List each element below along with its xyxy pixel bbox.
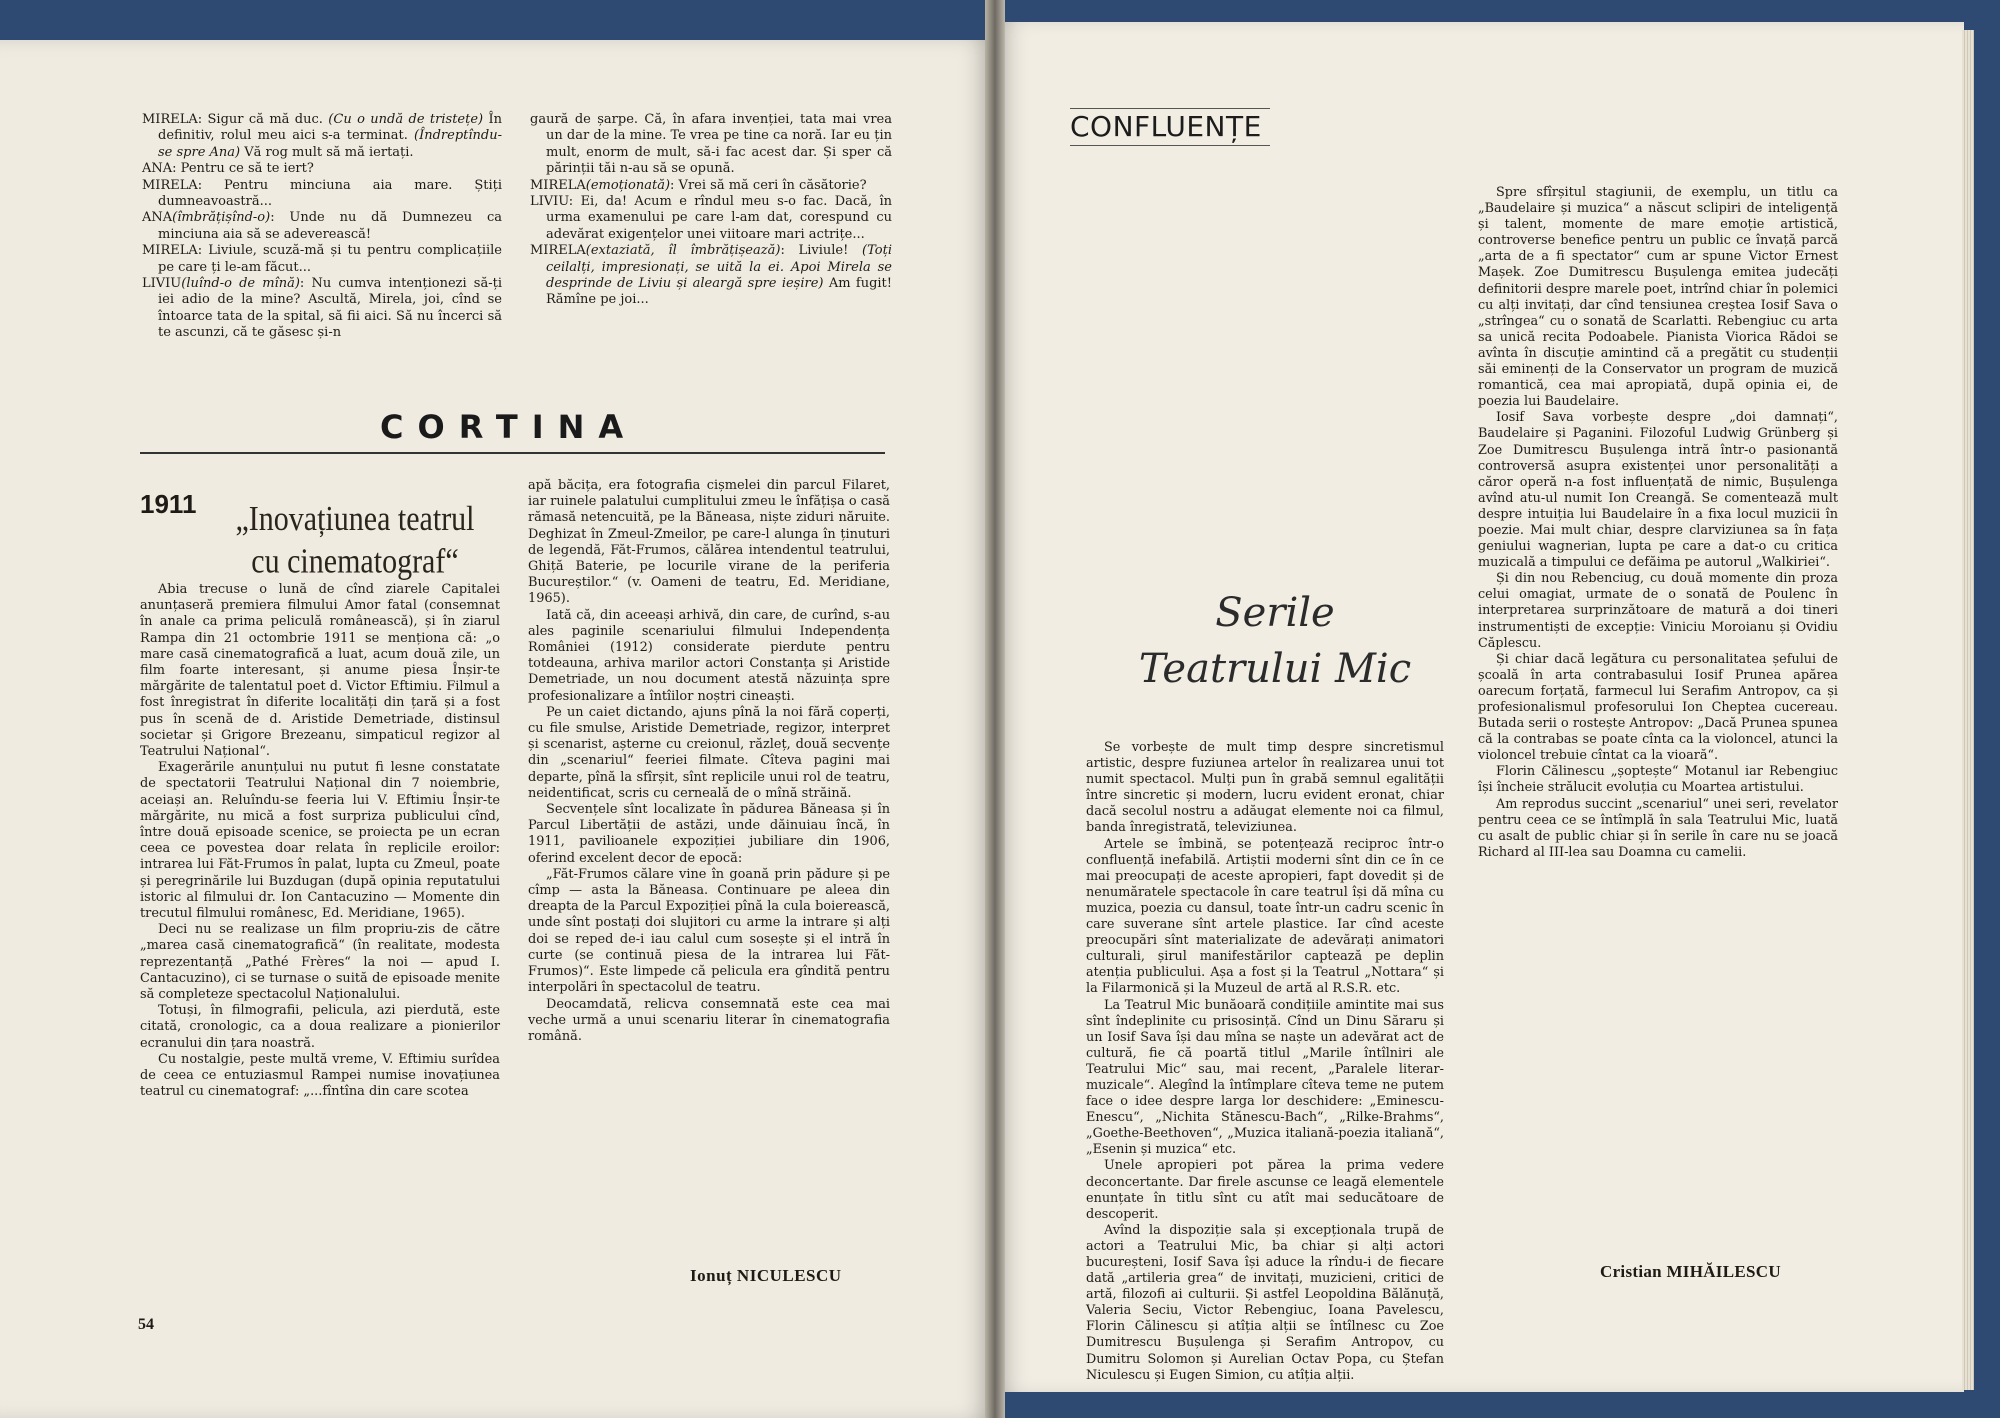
right-column-1 <box>1086 740 1444 1384</box>
dialogue-line <box>530 194 892 243</box>
dialogue-line <box>530 112 892 178</box>
paragraph: Deocamdată, relicva consemnată este cea mai veche urmă a unui scenariu literar în cinematografia română. <box>528 996 890 1044</box>
speaker-name: MIRELA <box>142 177 198 193</box>
paragraph: Se vorbește de mult timp despre sincretismul artistic, despre fuziunea artelor în realizarea unui tot numit spectacol. Mulți pun în grabă semnul egalității între sincretic și modern, lucru evident eronat, chiar dacă secolul nostru a adăugat elemente noi ca filmul, banda înregistrată, televiziunea. <box>1086 740 1444 836</box>
paragraph: Abia trecuse o lună de cînd ziarele Capitalei anunțaseră premiera filmului Amor fatal (consemnat în anale ca prima peliculă românească), și în ziarul Rampa din 21 octombrie 1911 se menționa că: „o mare casă cinematografică a luat, acum două zile, un film foarte interesant, și anume piesa Înșir-te mărgărite de talentatul poet d. Victor Eftimiu. Filmul a fost înregistrat în diferite localități din țară și a fost pus în scenă de d. Aristide Demetriade, distinsul societar și Grigore Brezeanu, simpaticul regizor al Teatrului Național“. <box>140 582 500 760</box>
dialogue-line <box>142 112 502 161</box>
speaker-name: LIVIU <box>142 276 182 292</box>
dialogue-line <box>530 178 892 194</box>
dialogue-line <box>142 178 502 211</box>
script-title-line-1: Serile <box>1215 590 1335 636</box>
paragraph: Artele se îmbină, se potențează reciproc într-o confluență inefabilă. Artiștii moderni sînt din ce în ce mai preocupați de aceste apropieri, fapt dovedit și de nenumăratele spectacole în care teatrul își dă mîna cu muzica, poezia cu dansul, toate într-un cadru scenic în care suverane sînt artele plastice. Iar cînd aceste preocupări sînt materializate de adevărați animatori culturali, șirul manifestărilor captează pe deplin atenția publicului. Așa a fost și la Teatrul „Nottara“ și la Filarmonică și la Muzeul de artă al R.S.R. etc. <box>1086 836 1444 997</box>
paragraph: „Făt-Frumos călare vine în goană prin pădure și pe cîmp — asta la Băneasa. Continuare pe aleea din dreapta de la Parcul Expoziției pînă la cula boierească, unde sînt postați doi slujitori cu arme la intrare și alți doi se reped de-i iau calul cum sosește și el intră în curte (se continuă piesa de la intrarea lui Făt-Frumos)“. Este limpede că pelicula era gîndită pentru interpolări în spectacolul de teatru. <box>528 866 890 996</box>
dialogue-line <box>142 243 502 276</box>
section-rule-bottom <box>1070 145 1270 146</box>
script-title <box>1105 585 1445 697</box>
stage-direction: (emoționată) <box>585 177 671 193</box>
dialogue-text: : Ei, da! Acum e rîndul meu s-o fac. Dacă, în urma examenului pe care l-am dat, corespund cu adevărat exigențelor unei viitoare mari actrițe... <box>546 194 892 242</box>
paragraph: Deci nu se realizase un film propriu-zis de către „marea casă cinematografică“ (în realitate, modesta reprezentanță „Pathé Frères“ la noi — apud I. Cantacuzino), ci se turnase o suită de episoade menite să completeze spectacolul Naționalului. <box>140 922 500 1003</box>
dialogue-text: gaură de șarpe. Că, în afara invenției, tata mai vrea un dar de la mine. Te vrea pe tine ca noră. Iar eu țin mult, enorm de mult, să-i fac acest dar. Și sper că părinții tăi n-au să se opună. <box>530 112 892 177</box>
stage-direction: (Cu o undă de tristețe) <box>328 112 484 127</box>
dialogue-line <box>142 161 502 177</box>
paragraph: Unele apropieri pot părea la prima vedere deconcertante. Dar firele ascunse ce leagă elementele enunțate în titlu sînt cu atît mai seducătoare de descoperit. <box>1086 1158 1444 1222</box>
paragraph: Cu nostalgie, peste multă vreme, V. Eftimiu surîdea de ceea ce entuziasmul Rampei numise inovațiunea teatrul cu cinematograf: „...fîntîna din care scotea <box>140 1051 500 1100</box>
dialogue-text: În definitiv, rolul meu aici s-a terminat. <box>158 112 503 144</box>
paragraph: Am reprodus succint „scenariul“ unei seri, revelator pentru ceea ce se întîmplă în sala Teatrului Mic, luată cu asalt de public chiar și în serile în care nu se joacă Richard al III-lea sau Doamna cu camelii. <box>1478 796 1838 860</box>
divider-rule <box>140 452 885 454</box>
stage-direction: (Îndreptîndu-se spre Ana) <box>158 128 502 160</box>
dialogue-text: : Pentru ce să te iert? <box>172 161 314 177</box>
dialogue-text: : Liviule, scuză-mă și tu pentru complicațiile pe care ți le-am făcut... <box>158 243 502 275</box>
article-column-1 <box>140 582 500 1101</box>
paragraph: Florin Călinescu „șoptește“ Motanul iar Rebengiuc își încheie strălucit evoluția cu Moartea artistului. <box>1478 764 1838 796</box>
section-rule-top <box>1070 108 1270 109</box>
dialogue-text: : Unde nu dă Dumnezeu ca minciuna aia să se adeverească! <box>158 210 502 242</box>
dialogue-text: : Liviule! <box>780 243 863 259</box>
dialogue-text: : Sigur că mă duc. <box>197 112 329 127</box>
paragraph: Și chiar dacă legătura cu personalitatea șefului de școală în arta contrabasului Iosif Prunea apărea oarecum forțată, farmecul lui Serafim Antropov, ca și profesionalismul profesorului Ion Cheptea cucereau. Butada serii o rostește Antropov: „Dacă Prunea spunea că la contrabas se poate cînta ca la violoncel, atunci la violoncel trebuie cîntat ca la vioară“. <box>1478 651 1838 764</box>
article-year: 1911 <box>140 489 197 519</box>
speaker-name: MIRELA <box>530 243 586 259</box>
right-column-2 <box>1478 185 1838 861</box>
stage-direction: (Toți ceilalți, impresionați, se uită la ei. Apoi Mirela se desprinde de Liviu și aleargă spre ieșire) <box>546 243 892 292</box>
dialogue-text: : Nu cumva intenționezi să-ți iei adio de la mine? Ascultă, Mirela, joi, cînd se întoarce tata de la spital, să fii aici. Să nu încerci să te ascunzi, că te găsesc și-n <box>158 276 503 341</box>
dialogue-text: Am fugit! Rămîne pe joi... <box>546 276 892 308</box>
script-title-line-2: Teatrului Mic <box>1138 646 1412 692</box>
speaker-name: MIRELA <box>142 243 198 259</box>
speaker-name: ANA <box>142 210 173 226</box>
speaker-name: MIRELA <box>530 177 586 193</box>
paragraph: Secvențele sînt localizate în pădurea Băneasa și în Parcul Libertății de astăzi, unde dăinuiau încă, în 1911, pavilioanele expoziției jubiliare din 1906, oferind excelent decor de epocă: <box>528 802 890 866</box>
paragraph: La Teatrul Mic bunăoară condițiile amintite mai sus sînt îndeplinite cu prisosință. Cînd un Dinu Săraru și un Iosif Sava își dau mîna se naște un adevărat act de cultură, fie că poartă titlul „Marile întîlniri ale Teatrului Mic“ sau, mai recent, „Paralele literar-muzicale“. Alegînd la întîmplare cîteva teme ne putem face o idee despre larga lor deschidere: „Eminescu-Enescu“, „Nichita Stănescu-Bach“, „Rilke-Brahms“, „Goethe-Beethoven“, „Muzica italiană-poezia italiană“, „Esenin și muzica“ etc. <box>1086 997 1444 1158</box>
play-dialogue-column-1 <box>142 112 502 342</box>
curtain-heading: CORTINA <box>380 408 638 446</box>
stage-direction: (extaziată, îl îmbrățișează) <box>585 243 781 259</box>
dialogue-text: : Vrei să mă ceri în căsătorie? <box>670 177 867 193</box>
article-title <box>210 498 500 583</box>
paragraph: apă băcița, era fotografia cișmelei din parcul Filaret, iar ruinele palatului cumplitului zmeu le înfățișa o casă rămasă netencuită, pe la Băneasa, niște ziduri năruite. Deghizat în Zmeul-Zmeilor, pe care-l alunga în ținuturi de legendă, Făt-Frumos, călărea intendentul teatrului, Ghiță Baterie, pe locurile virane de la periferia Bucureștilor.“ (v. Oameni de teatru, Ed. Meridiane, 1965). <box>528 478 890 607</box>
paragraph: Spre sfîrșitul stagiunii, de exemplu, un titlu ca „Baudelaire și muzica“ a născut sclipiri de inteligență și talent, momente de mare emoție artistică, controverse benefice pentru un public ce învață parcă „arta de a fi spectator“ cum ar spune Victor Ernest Mașek. Zoe Dumitrescu Bușulenga emitea judecăți definitorii despre marele poet, intrînd chiar în polemici cu alți invitați, dar cînd tensiunea creștea Iosif Sava o „strîngea“ cu o sonată de Scarlatti. Rebengiuc cu arta sa unică recita Podoabele. Pianista Viorica Rădoi se avînta în discuție amintind că a pregătit cu studenții săi eminenți de la Conservator un program de muzică romantică, cea mai apropiată, după opinia ei, de poezia lui Baudelaire. <box>1478 185 1838 410</box>
paragraph: Avînd la dispoziție sala și excepționala trupă de actori a Teatrului Mic, ba chiar și alți actori bucureșteni, Iosif Sava își aduce la rîndu-i de fiecare dată „artileria grea“ de invitați, muzicieni, critici de artă, filozofi ai culturii. Și astfel Leopoldina Bălănuță, Valeria Seciu, Victor Rebengiuc, Ioana Pavelescu, Florin Călinescu și atîția alții se întîlnesc cu Zoe Dumitrescu Bușulenga și Serafim Antropov, cu Dumitru Solomon și Aurelian Octav Popa, cu Ștefan Niculescu și Eugen Simion, cu atîția alții. <box>1086 1222 1444 1383</box>
right-signature: Cristian MIHĂILESCU <box>1600 1262 1781 1281</box>
article-title-line-2: cu cinematograf“ <box>251 541 459 581</box>
paragraph: Exagerările anunțului nu putut fi lesne constatate de spectatorii Teatrului Național din 7 noiembrie, aceiași an. Reluîndu-se feeria lui V. Eftimiu Înșir-te mărgărite, nu mică a fost surpriza publicului cînd, între două episoade scenice, se proiecta pe un ecran ceea ce povestea doar relata în replicile eroilor: intrarea lui Făt-Frumos în palat, lupta cu Zmeul, poate și peregrinările lui Buzdugan (după opinia reputatului istoric al filmului dr. Ion Cantacuzino — Momente din trecutul filmului românesc, Ed. Meridiane, 1965). <box>140 760 500 922</box>
paragraph: Totuși, în filmografii, pelicula, azi pierdută, este citată, cronologic, ca a doua realizare a pionierilor ecranului din țara noastră. <box>140 1003 500 1051</box>
article-column-2 <box>528 478 890 1045</box>
page-number: 54 <box>138 1316 154 1333</box>
paragraph: Iosif Sava vorbește despre „doi damnați“, Baudelaire și Paganini. Filozoful Ludwig Grünberg și Zoe Dumitrescu Bușulenga intră într-o pasionantă controversă asupra existenței unor personalități a căror operă n-a fost influențată de nimic, Bușulenga avînd atu-ul numit Ion Creangă. Se comentează mult despre intuiția lui Baudelaire în a fixa locul muzicii în poezie. Mai mult chiar, despre clarviziunea sa în fața geniului wagnerian, lupta pe care a dat-o cu critica muzicală a timpului ce defăima pe autorul „Walkiriei“. <box>1478 410 1838 571</box>
paragraph: Și din nou Rebenciug, cu două momente din proza celui omagiat, urmate de o sonată de Poulenc în interpretarea surprinzătoare de matură a doi tineri instrumentiști de excepție: Viniciu Moroianu și Ovidiu Căplescu. <box>1478 571 1838 651</box>
dialogue-line <box>530 243 892 309</box>
dialogue-line <box>142 276 502 342</box>
paragraph: Pe un caiet dictando, ajuns pînă la noi fără coperți, cu file smulse, Aristide Demetriade, regizor, interpret și scenarist, așterne cu creionul, răzleț, două secvențe din „scenariul“ feeriei filmate. Cîteva pagini mai departe, pînă la sfîrșit, sînt replicile unui rol de teatru, neidentificat, scris cu cerneală de o mînă străină. <box>528 704 890 801</box>
stage-direction: (luînd-o de mînă) <box>181 276 300 292</box>
speaker-name: MIRELA <box>142 112 198 127</box>
dialogue-text: Vă rog mult să mă iertați. <box>240 144 414 160</box>
page-edges <box>1962 30 1974 1390</box>
play-dialogue-column-2 <box>530 112 892 309</box>
dialogue-line <box>142 210 502 243</box>
speaker-name: LIVIU <box>530 194 569 210</box>
book-gutter <box>985 0 1005 1418</box>
article-signature: Ionuț NICULESCU <box>690 1266 842 1285</box>
dialogue-text: : Pentru minciuna aia mare. Știți dumneavoastră... <box>158 177 502 210</box>
stage-direction: (îmbrățișînd-o) <box>172 210 271 226</box>
speaker-name: ANA <box>142 161 173 177</box>
article-title-line-1: „Inovațiunea teatrul <box>235 499 475 539</box>
paragraph: Iată că, din aceeași arhivă, din care, de curînd, s-au ales paginile scenariului filmului Independența României (1912) considerate pierdute pentru totdeauna, arhiva marilor actori Constanța și Aristide Demetriade, un nou document atestă năzuința spre profesionalizare a întîilor noștri cineaști. <box>528 607 890 704</box>
section-title: CONFLUENȚE <box>1070 110 1262 143</box>
